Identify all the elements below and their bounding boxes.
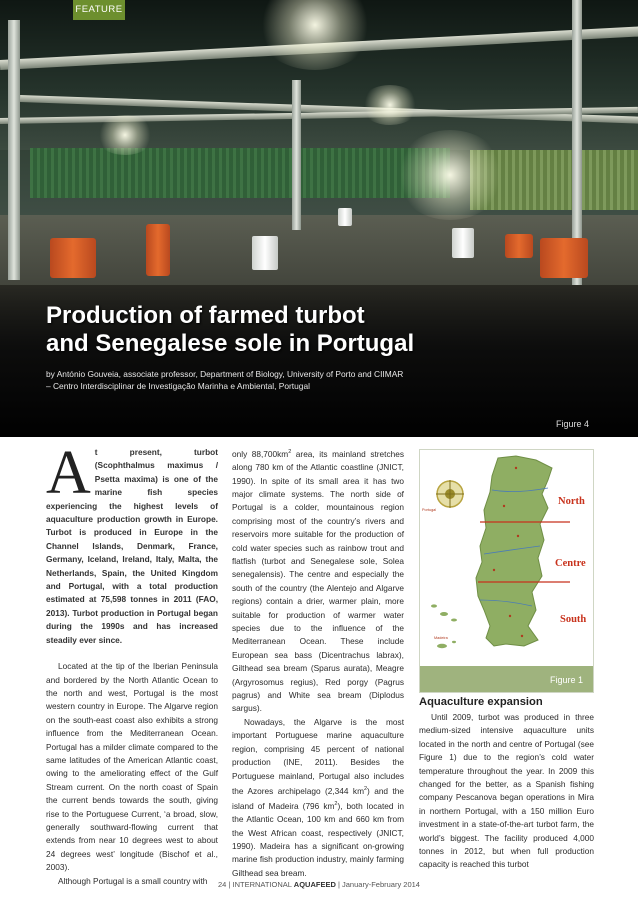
article-title bbox=[46, 302, 606, 358]
hero-figure-caption: Figure 4 bbox=[556, 419, 590, 429]
body-paragraph: Although Portugal is a small country with bbox=[58, 875, 208, 886]
byline bbox=[46, 368, 606, 392]
superscript: 2 bbox=[288, 449, 292, 455]
text-run: ), both located in the Atlantic Ocean, 100 km and 660 km from the West African coast, respectively (JNICT, 1990). Madeira has a significant on-growing marine fish production industry, mainly farming Gilthead sea bream. bbox=[232, 800, 404, 878]
hero-light bbox=[360, 85, 420, 125]
region-label-centre: Centre bbox=[555, 558, 586, 569]
text-run: ) and the island of Madeira (796 km bbox=[232, 785, 404, 811]
region-label-north: North bbox=[558, 496, 585, 507]
azores-island bbox=[431, 604, 437, 607]
hero-bucket bbox=[452, 228, 474, 258]
page-footer bbox=[0, 880, 638, 889]
madeira-island bbox=[452, 641, 456, 643]
hero-bucket bbox=[338, 208, 352, 226]
body-paragraph: Located at the tip of the Iberian Peninsula and bordered by the North Atlantic Ocean to the north and west, Portugal is the most western country in Europe. The Algarve region on the south-east coast also exhibits a strong influence from the Mediterranean Ocean. Portugal has a milder climate compared to the same latitudes of the American Atlantic coast, owing to the ameliorating effect of the Gulf Stream current. On the north coast of Spain the current bends towards the south, giving rise to the Portuguese Current, ‘a broad, slow, generally southward-flowing current that extends from near 10 degrees west to about 24 degrees west’ longitude (Bischof et al., 2003). bbox=[46, 661, 218, 873]
issue-date: January-February 2014 bbox=[342, 880, 420, 889]
body-paragraph bbox=[232, 716, 404, 880]
hero-light bbox=[95, 115, 155, 155]
byline-line-2: – Centro Interdisciplinar de Investigação Marinha e Ambiental, Portugal bbox=[46, 381, 310, 391]
text-run: area, its mainland stretches along 780 km of the Atlantic coastline (JNICT, 1990). In spite of its small area it has two major climate systems. The north side of Portugal is a colder, mountainous region comprising most of the country’s rivers and reservoirs more suitable for the production of cold water species such as rainbow trout and flatfish (turbot and Senegalese sole, Solea senegalensis). The centre and especially the south of the country (the Alentejo and Algarve regions) contain a drier, warmer plain, more suitable for production of warmer water species due to the influence of the Mediterranean Ocean. These include European sea bass (Dicentrachus labrax), Gilthead sea bream (Sparus aurata), Meagre (Argyrosomus regius), Red porgy (Pagrus pagrus) and White sea bream (Diplodus sargus). bbox=[232, 448, 404, 714]
text-run: Nowadays, the Algarve is the most important Portuguese marine aquaculture region, comprising 45 percent of national production (INE, 2011). Besides the Portuguese mainland, Portugal also includes the Azores archipelago (2,344 km bbox=[232, 716, 404, 796]
hero-pillar bbox=[292, 80, 301, 230]
drop-cap: A bbox=[46, 439, 91, 507]
column-2 bbox=[232, 446, 404, 880]
text-run: only 88,700km bbox=[232, 448, 289, 459]
azores-island bbox=[451, 619, 457, 622]
region-label-south: South bbox=[560, 614, 587, 625]
column-1 bbox=[46, 439, 218, 888]
hero-pillar bbox=[8, 20, 20, 280]
body-paragraph bbox=[232, 446, 404, 716]
body-paragraph: Until 2009, turbot was produced in three medium-sized intensive aquaculture units located in the north and centre of Portugal (see Figure 1) due to the region’s cold water temperature throughout the year. In 2009 this changed for the better, as a Spanish fishing company Pescanova began operations in Mira in northern Portugal, with a 150 million Euro investment in a state-of-the-art turbot farm, the world’s biggest. The facility produced 4,000 tonnes in 2012, but when full production capacity is reached this turbot bbox=[419, 712, 594, 870]
title-line-1: Production of farmed turbot bbox=[46, 302, 365, 329]
section-heading: Aquaculture expansion bbox=[419, 696, 543, 708]
intro-paragraph bbox=[46, 439, 218, 647]
title-line-2: and Senegalese sole in Portugal bbox=[46, 330, 415, 357]
footer-separator: | bbox=[337, 880, 340, 889]
byline-line-1: by António Gouveia, associate professor, Department of Biology, University of Porto and CIIMAR bbox=[46, 369, 404, 379]
portugal-map-figure bbox=[419, 449, 594, 693]
madeira-island bbox=[437, 644, 447, 648]
hero-bucket bbox=[252, 236, 278, 270]
superscript: 2 bbox=[363, 785, 368, 792]
portugal-map bbox=[420, 450, 594, 693]
section-tag: FEATURE bbox=[73, 0, 125, 20]
magazine-prefix: INTERNATIONAL bbox=[232, 880, 292, 889]
hero-tank bbox=[505, 234, 533, 258]
hero-tank bbox=[50, 238, 96, 278]
superscript: 2 bbox=[334, 801, 338, 808]
hero-green-wall bbox=[30, 148, 450, 198]
magazine-name: AQUAFEED bbox=[293, 880, 336, 889]
hero-tank bbox=[540, 238, 588, 278]
footer-separator: | bbox=[228, 880, 231, 889]
map-country-label: Portugal bbox=[422, 508, 437, 512]
column-3 bbox=[419, 711, 594, 872]
figure-caption: Figure 1 bbox=[549, 675, 583, 685]
hero-tank bbox=[146, 224, 170, 276]
page-number: 24 bbox=[218, 880, 227, 889]
azores-island bbox=[440, 612, 448, 616]
intro-text: t present, turbot (Scophthalmus maximus / Psetta maxima) is one of the marine fish species experiencing the highest levels of aquaculture production growth in Europe. Turbot is produced in Europe in the Channel Islands, Denmark, France, Germany, Iceland, Ireland, Italy, Malta, the Netherlands, Spain, the United Kingdom and Portugal, with a total production estimated at 75,598 tonnes in 2011 (FAO, 2013). Turbot production in Portugal began during the 1990s and has increased steadily ever since. bbox=[46, 447, 218, 645]
mainland-shape bbox=[476, 456, 552, 646]
hero-light bbox=[395, 130, 505, 220]
map-island-label: Madeira bbox=[434, 636, 448, 640]
